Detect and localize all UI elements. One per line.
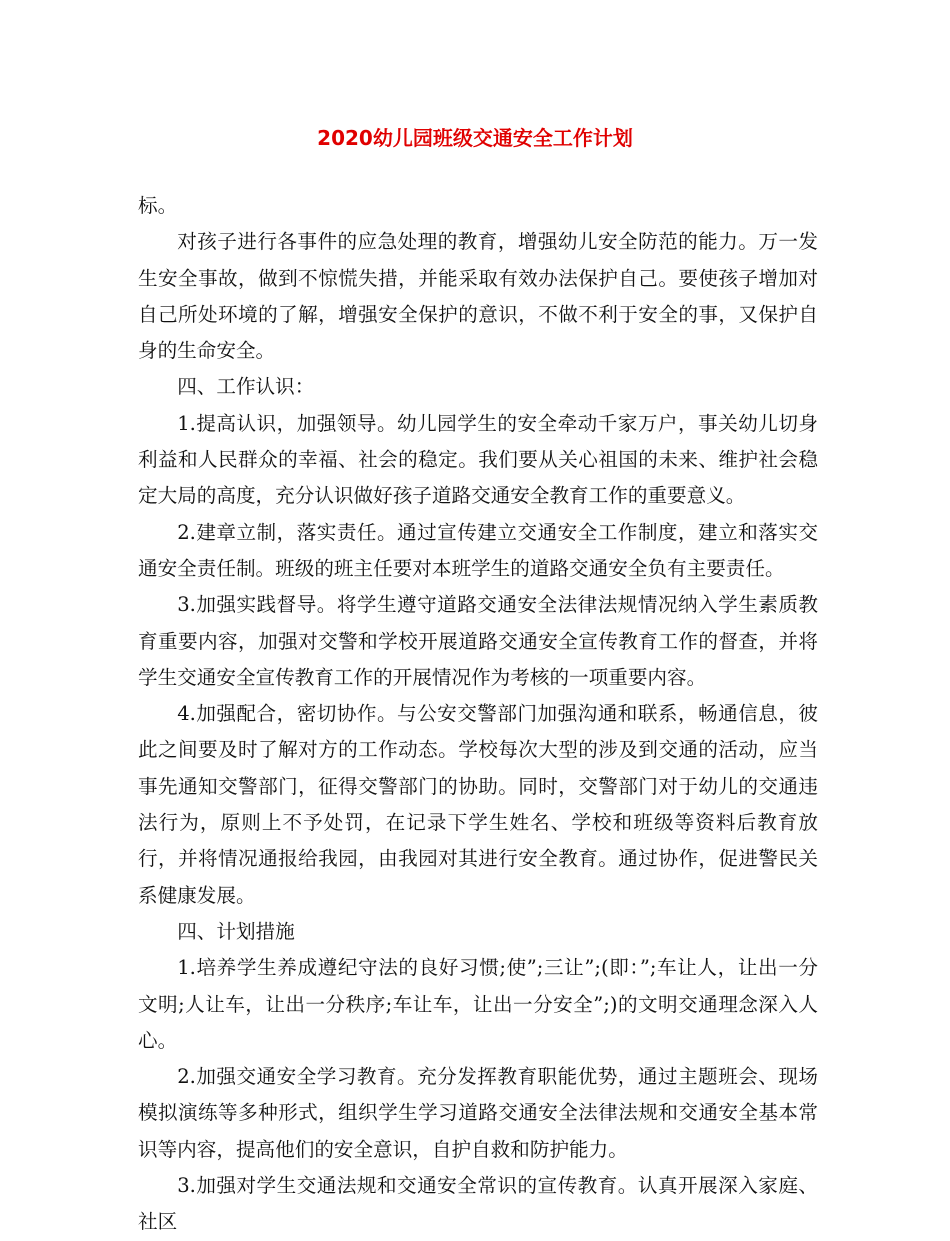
paragraph: 1.培养学生养成遵纪守法的良好习惯;使”;三让”;(即：”;车让人，让出一分文明;人让车，让出一分秩序;车让车，让出一分安全”;)的文明交通理念深入人心。 bbox=[138, 956, 818, 1052]
paragraph: 对孩子进行各事件的应急处理的教育，增强幼儿安全防范的能力。万一发生安全事故，做到不惊慌失措，并能采取有效办法保护自己。要使孩子增加对自己所处环境的了解，增强安全保护的意识，不做不利于安全的事，又保护自身的生命安全。 bbox=[138, 230, 818, 363]
paragraph: 2.建章立制，落实责任。通过宣传建立交通安全工作制度，建立和落实交通安全责任制。班级的班主任要对本班学生的道路交通安全负有主要责任。 bbox=[138, 520, 818, 580]
paragraph: 四、工作认识： bbox=[177, 375, 315, 399]
paragraph: 4.加强配合，密切协作。与公安交警部门加强沟通和联系，畅通信息，彼此之间要及时了解对方的工作动态。学校每次大型的涉及到交通的活动，应当事先通知交警部门，征得交警部门的协助。同时，交警部门对于幼儿的交通违法行为，原则上不予处罚，在记录下学生姓名、学校和班级等资料后教育放行，并将情况通报给我园，由我园对其进行安全教育。通过协作，促进警民关系健康发展。 bbox=[138, 702, 818, 907]
document-body bbox=[138, 188, 818, 1241]
paragraph: 四、计划措施 bbox=[177, 919, 295, 943]
paragraph: 标。 bbox=[138, 194, 178, 217]
paragraph: 3.加强实践督导。将学生遵守道路交通安全法律法规情况纳入学生素质教育重要内容，加强对交警和学校开展道路交通安全宣传教育工作的督查，并将学生交通安全宣传教育工作的开展情况作为考核的一项重要内容。 bbox=[138, 593, 818, 689]
paragraph: 1.提高认识，加强领导。幼儿园学生的安全牵动千家万户，事关幼儿切身利益和人民群众的幸福、社会的稳定。我们要从关心祖国的未来、维护社会稳定大局的高度，充分认识做好孩子道路交通安全教育工作的重要意义。 bbox=[138, 411, 818, 508]
paragraph: 3.加强对学生交通法规和交通安全常识的宣传教育。认真开展深入家庭、社区 bbox=[138, 1174, 818, 1234]
paragraph: 2.加强交通安全学习教育。充分发挥教育职能优势，通过主题班会、现场模拟演练等多种形式，组织学生学习道路交通安全法律法规和交通安全基本常识等内容，提高他们的安全意识，自护自救和防护能力。 bbox=[138, 1065, 818, 1161]
document-title: 2020幼儿园班级交通安全工作计划 bbox=[317, 126, 633, 150]
